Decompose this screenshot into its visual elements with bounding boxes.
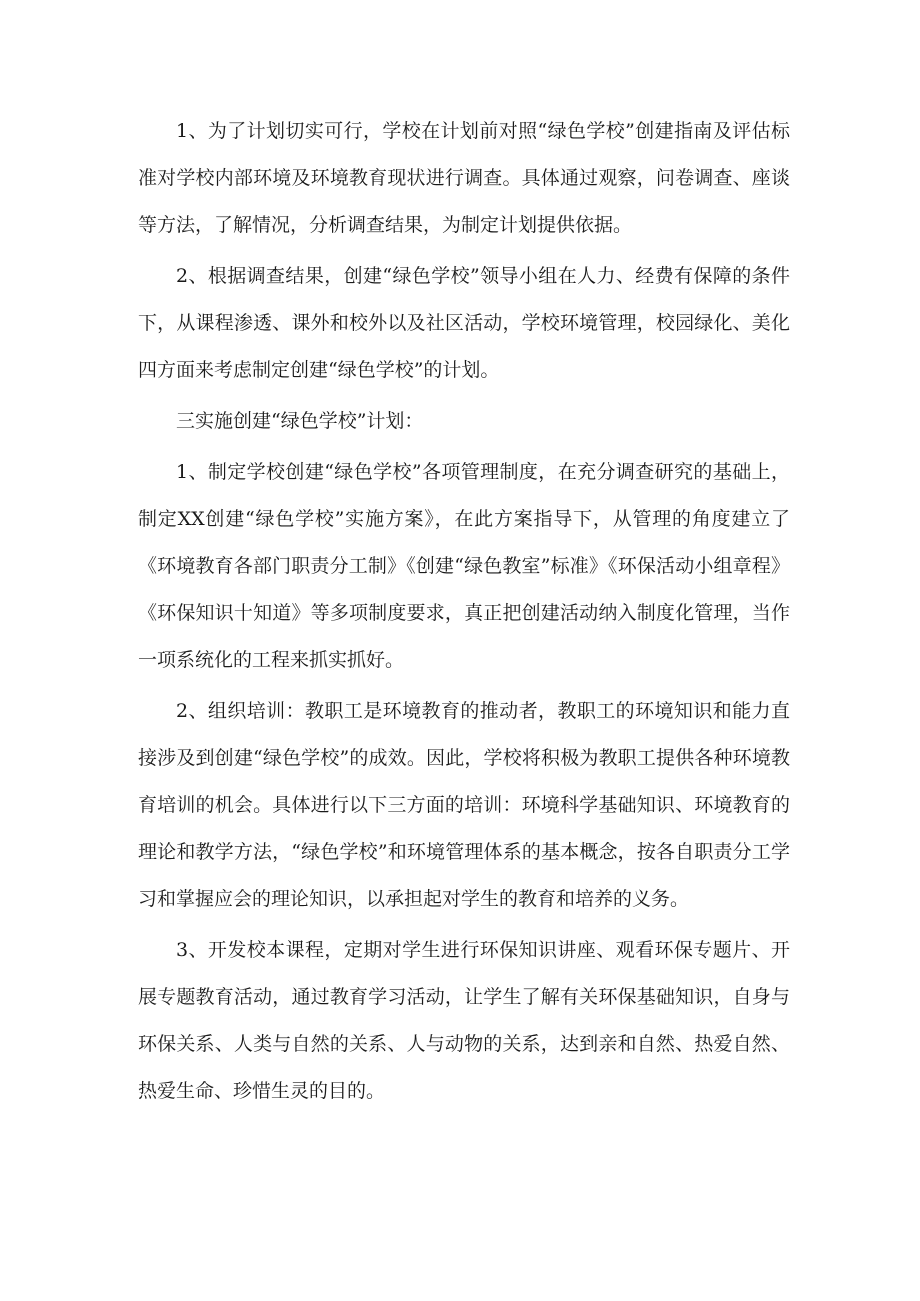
document-body [138,108,790,1119]
paragraph-plan: 2、根据调查结果，创建“绿色学校”领导小组在人力、经费有保障的条件下，从课程渗透、课外和校外以及社区活动，学校环境管理，校园绿化、美化四方面来考虑制定创建“绿色学校”的计划。 [138,265,790,381]
paragraph-survey: 1、为了计划切实可行，学校在计划前对照“绿色学校”创建指南及评估标准对学校内部环境及环境教育现状进行调查。具体通过观察，问卷调查、座谈等方法，了解情况，分析调查结果，为制定计划提供依据。 [138,120,790,236]
section-heading-implementation: 三实施创建“绿色学校”计划： [176,410,424,432]
paragraph-training: 2、组织培训：教职工是环境教育的推动者，教职工的环境知识和能力直接涉及到创建“绿色学校”的成效。因此，学校将积极为教职工提供各种环境教育培训的机会。具体进行以下三方面的培训：环境科学基础知识、环境教育的理论和教学方法，“绿色学校”和环境管理体系的基本概念，按各自职责分工学习和掌握应会的理论知识，以承担起对学生的教育和培养的义务。 [138,700,790,910]
paragraph-management-system: 1、制定学校创建“绿色学校”各项管理制度，在充分调查研究的基础上，制定XX创建“绿色学校”实施方案》，在此方案指导下，从管理的角度建立了《环境教育各部门职责分工制》《创建“绿色教室”标准》《环保活动小组章程》《环保知识十知道》等多项制度要求，真正把创建活动纳入制度化管理，当作一项系统化的工程来抓实抓好。 [138,461,790,671]
paragraph-curriculum: 3、开发校本课程，定期对学生进行环保知识讲座、观看环保专题片、开展专题教育活动，通过教育学习活动，让学生了解有关环保基础知识，自身与环保关系、人类与自然的关系、人与动物的关系，达到亲和自然、热爱自然、热爱生命、珍惜生灵的目的。 [138,939,790,1102]
